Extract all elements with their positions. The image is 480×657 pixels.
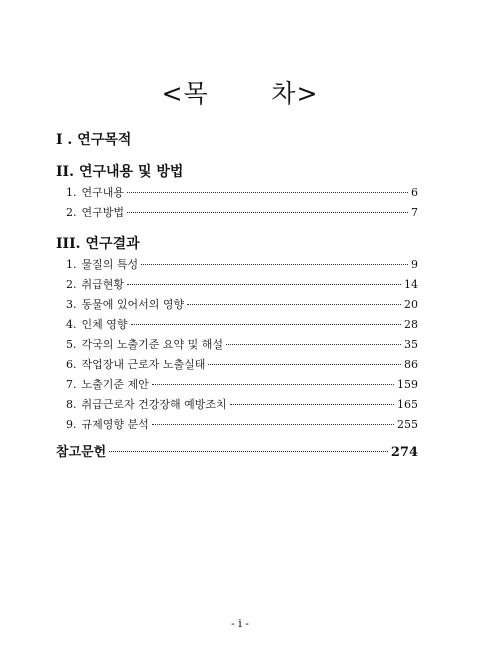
toc-entry-3-3[interactable] [66, 296, 418, 312]
section-2-heading[interactable] [56, 161, 183, 181]
toc-entry-2-2[interactable] [66, 204, 418, 220]
toc-entry-3-7[interactable] [66, 376, 418, 392]
entry-number: 8. [66, 398, 77, 411]
dot-leader [152, 424, 394, 425]
entry-title: 물질의 특성 [81, 258, 139, 271]
entry-title: 참고문헌 [56, 445, 107, 460]
entry-page: 14 [404, 278, 418, 291]
entry-page: 86 [404, 358, 418, 371]
entry-page: 6 [411, 186, 418, 199]
toc-entry-3-4[interactable] [66, 316, 418, 332]
entry-page: 165 [397, 398, 418, 411]
entry-number: 4. [66, 318, 77, 331]
toc-entry-3-5[interactable] [66, 336, 418, 352]
entry-number: 1. [66, 186, 77, 199]
entry-title: 각국의 노출기준 요약 및 해설 [81, 338, 223, 351]
toc-entry-references[interactable] [56, 441, 418, 459]
entry-title: 동물에 있어서의 영향 [81, 298, 185, 311]
dot-leader [226, 344, 401, 345]
entry-page: 20 [404, 298, 418, 311]
entry-title: 취급근로자 건강장해 예방조치 [81, 398, 227, 411]
entry-page: 159 [397, 378, 418, 391]
entry-title: 인체 영향 [81, 318, 128, 331]
toc-title: <목 차> [161, 79, 319, 108]
dot-leader [230, 404, 394, 405]
toc-entry-3-8[interactable] [66, 396, 418, 412]
entry-number: 2. [66, 206, 77, 219]
entry-page: 7 [411, 206, 418, 219]
dot-leader [152, 384, 394, 385]
entry-number: 2. [66, 278, 77, 291]
toc-entry-3-9[interactable] [66, 416, 418, 432]
entry-title: 연구내용 [81, 186, 125, 199]
entry-title: 노출기준 제안 [81, 378, 149, 391]
dot-leader [109, 451, 388, 452]
section-number: III. [56, 236, 81, 252]
toc-entry-3-2[interactable] [66, 276, 418, 292]
entry-number: 1. [66, 258, 77, 271]
entry-page: 9 [411, 258, 418, 271]
toc-entry-3-6[interactable] [66, 356, 418, 372]
dot-leader [208, 364, 401, 365]
entry-title: 작업장내 근로자 노출실태 [81, 358, 206, 371]
toc-entry-3-1[interactable] [66, 256, 418, 272]
section-title: 연구결과 [85, 236, 140, 252]
entry-page: 255 [397, 418, 418, 431]
dot-leader [127, 284, 401, 285]
dot-leader [141, 264, 408, 265]
section-number: II. [56, 164, 74, 180]
section-3-heading[interactable] [56, 233, 140, 253]
entry-number: 7. [66, 378, 77, 391]
section-1-heading[interactable] [56, 129, 131, 149]
dot-leader [131, 324, 401, 325]
entry-page: 28 [404, 318, 418, 331]
section-title: 연구목적 [77, 132, 132, 148]
entry-number: 9. [66, 418, 77, 431]
section-number: I . [56, 132, 73, 148]
toc-entry-2-1[interactable] [66, 184, 418, 200]
entry-title: 연구방법 [81, 206, 125, 219]
entry-title: 취급현황 [81, 278, 125, 291]
dot-leader [187, 304, 401, 305]
dot-leader [127, 212, 408, 213]
entry-title: 규제영향 분석 [81, 418, 149, 431]
entry-number: 6. [66, 358, 77, 371]
entry-page: 35 [404, 338, 418, 351]
entry-number: 5. [66, 338, 77, 351]
entry-page: 274 [390, 445, 418, 460]
entry-number: 3. [66, 298, 77, 311]
page-number: - i - [231, 617, 249, 630]
dot-leader [127, 192, 408, 193]
section-title: 연구내용 및 방법 [78, 164, 184, 180]
